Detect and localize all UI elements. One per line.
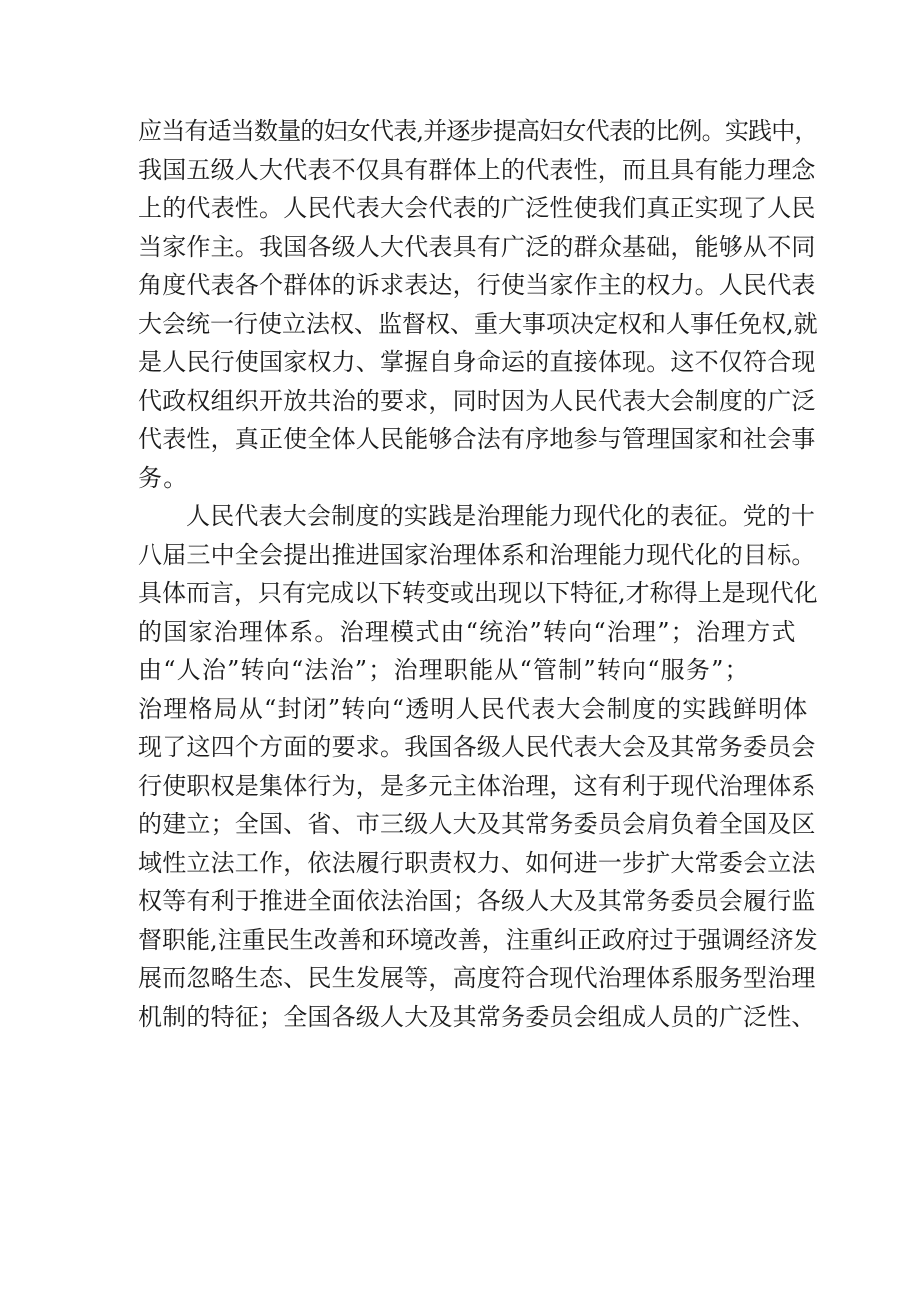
text-line: 具体而言，只有完成以下转变或出现以下特征,才称得上是现代化 [138, 579, 818, 607]
text-line: 是人民行使国家权力、掌握自身命运的直接体现。这不仅符合现 [138, 348, 816, 376]
text-line: 务。 [138, 463, 189, 492]
text-line: 督职能,注重民生改善和环境改善，注重纠正政府过于强调经济发 [138, 925, 818, 954]
text-line: 行使职权是集体行为，是多元主体治理，这有利于现代治理体系 [138, 771, 816, 800]
text-line: 现了这四个方面的要求。我国各级人民代表大会及其常务委员会 [138, 733, 816, 761]
text-line: 人民代表大会制度的实践是治理能力现代化的表征。党的十 [186, 502, 816, 530]
text-line: 由“人治”转向“法治”；治理职能从“管制”转向“服务”； [138, 656, 750, 684]
text-line: 角度代表各个群体的诉求表达，行使当家作主的权力。人民代表 [138, 271, 816, 299]
text-line: 机制的特征；全国各级人大及其常务委员会组成人员的广泛性、 [138, 1002, 816, 1031]
paragraph-2 [138, 497, 818, 1036]
text-line: 展而忽略生态、民生发展等，高度符合现代治理体系服务型治理 [138, 964, 816, 992]
body-text [138, 112, 818, 1036]
text-line: 的建立；全国、省、市三级人大及其常务委员会肩负着全国及区 [138, 810, 816, 838]
text-line: 应当有适当数量的妇女代表,并逐步提高妇女代表的比例。实践中， [138, 117, 818, 145]
text-line: 八届三中全会提出推进国家治理体系和治理能力现代化的目标。 [138, 540, 816, 569]
text-line: 大会统一行使立法权、监督权、重大事项决定权和人事任免权,就 [138, 309, 818, 338]
text-line: 上的代表性。人民代表大会代表的广泛性使我们真正实现了人民 [138, 194, 816, 222]
text-line: 权等有利于推进全面依法治国；各级人大及其常务委员会履行监 [138, 887, 816, 915]
text-line: 域性立法工作，依法履行职责权力、如何进一步扩大常委会立法 [138, 848, 816, 877]
text-line: 的国家治理体系。治理模式由“统治”转向“治理”；治理方式 [138, 617, 797, 646]
text-line: 代政权组织开放共治的要求，同时因为人民代表大会制度的广泛 [138, 386, 816, 415]
text-line: 代表性，真正使全体人民能够合法有序地参与管理国家和社会事 [138, 425, 816, 453]
text-line: 治理格局从“封闭”转向“透明人民代表大会制度的实践鲜明体 [138, 694, 809, 723]
text-line: 我国五级人大代表不仅具有群体上的代表性，而且具有能力理念 [138, 155, 816, 184]
text-line: 当家作主。我国各级人大代表具有广泛的群众基础，能够从不同 [138, 232, 816, 261]
paragraph-1 [138, 112, 818, 497]
